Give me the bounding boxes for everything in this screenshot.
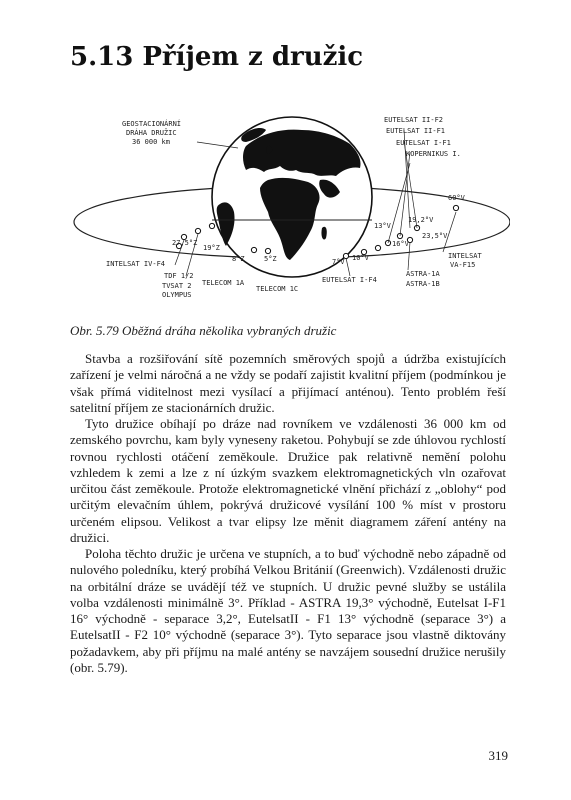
satellite-marker (453, 205, 458, 210)
tdf-tvsat-label: OLYMPUS (162, 291, 192, 299)
intelsat-va-f15-label: VA-F15 (450, 261, 476, 269)
geostationary-label: DRÁHA DRUŽIC (126, 129, 177, 137)
geostationary-label: GEOSTACIONÁRNÍ (122, 120, 182, 128)
position-5z-label: 5°Z (264, 255, 277, 263)
satellite-marker (265, 248, 270, 253)
position-19z-label: 19°Z (203, 244, 220, 252)
position-23-5v-label: 23,5°V (422, 232, 448, 240)
position-16v-label: 16°V (392, 240, 409, 248)
kopernikus-label: KOPERNIKUS I. (406, 150, 461, 158)
satellite-marker (209, 223, 214, 228)
eutelsat-i-f1-label: EUTELSAT I-F1 (396, 139, 451, 147)
body-text (70, 351, 506, 676)
eutelsat-ii-f1-label: EUTELSAT II-F1 (386, 127, 446, 135)
telecom-1a-label: TELECOM 1A (202, 279, 245, 287)
satellite-marker (251, 247, 256, 252)
figure-caption: Obr. 5.79 Oběžná dráha několika vybraných družic (70, 323, 337, 338)
position-19-2v-label: 19,2°V (408, 216, 434, 224)
page-number: 319 (488, 748, 508, 763)
position-7v-label: 7°V (332, 258, 345, 266)
telecom-1c-label: TELECOM 1C (256, 285, 299, 293)
intelsat-iv-f4-label: INTELSAT IV-F4 (106, 260, 166, 268)
paragraph: Tyto družice obíhají po dráze nad rovníkem ve vzdálenosti 36 000 km od zemského povrchu, kam byly vyneseny raketou. Pohybují se zde úhlovou rychlostí rovnou rychlosti otáčení zeměkoule. Družice pak relativně nemění polohu vzhledem k zemi a lze z ní úzkým svazkem elektromagnetických vln ozařovat určitou část zeměkoule. Protože elektromagnetické vlnění přichází z „oblohy“ pod určitým elevačním úhlem, pokrývá družicové vysílání 100 % míst v prostoru určeném elipsou. Velikost a tvar elipsy lze měnit diagramem záření antény na družici. (70, 416, 506, 545)
position-8z-label: 8°Z (232, 255, 245, 263)
eutelsat-ii-f2-label: EUTELSAT II-F2 (384, 116, 444, 124)
astra-label: ASTRA-1A (406, 270, 440, 278)
orbit-figure (70, 100, 510, 320)
paragraph: Stavba a rozšiřování sítě pozemních směrových spojů a údržba existujících zařízení je velmi náročná a ne vždy se podaří zajistit kvalitní příjem (podmínkou je však přímá viditelnost mezi vysílací a přijímací anténou). Tento problém řeší satelitní příjem ze stacionárních družic. (70, 351, 506, 415)
satellite-marker (195, 228, 200, 233)
satellite-marker (375, 245, 380, 250)
tdf-tvsat-label: TVSAT 2 (162, 282, 192, 290)
position-13v-label: 13°V (374, 222, 391, 230)
paragraph: Poloha těchto družic je určena ve stupních, a to buď východně nebo západně od nulového poledníku, který probíhá Velkou Británií (Greenwich). Vzdálenosti družic na orbitální dráze se uvádějí též ve stupních. U družic pevné služby se ustálila volba vzdálenosti minimálně 3°. Příklad - ASTRA 19,3° východně, Eutelsat I-F1 16° východně - separace 3,2°, EutelsatII - F1 13° východně (separace 3°) a EutelsatII - F2 10° východně (separace 3°). Tyto separace jsou vlastně diktovány požadavkem, aby při příjmu na malé antény se navzájem sousední družice nerušily (obr. 5.79). (70, 546, 506, 675)
tdf-tvsat-label: TDF 1/2 (164, 272, 194, 280)
position-60v-label: 60°V (448, 194, 465, 202)
intelsat-va-f15-label: INTELSAT (448, 252, 482, 260)
position-27-5z-label: 27,5°Z (172, 239, 198, 247)
earth-globe (212, 117, 372, 277)
astra-label: ASTRA-1B (406, 280, 440, 288)
position-10v-label: 10°V (352, 254, 369, 262)
eutelsat-i-f4-label: EUTELSAT I-F4 (322, 276, 377, 284)
geostationary-label: 36 000 km (132, 138, 170, 146)
section-heading: 5.13 Příjem z družic (70, 42, 364, 72)
orbit-diagram (70, 100, 510, 320)
